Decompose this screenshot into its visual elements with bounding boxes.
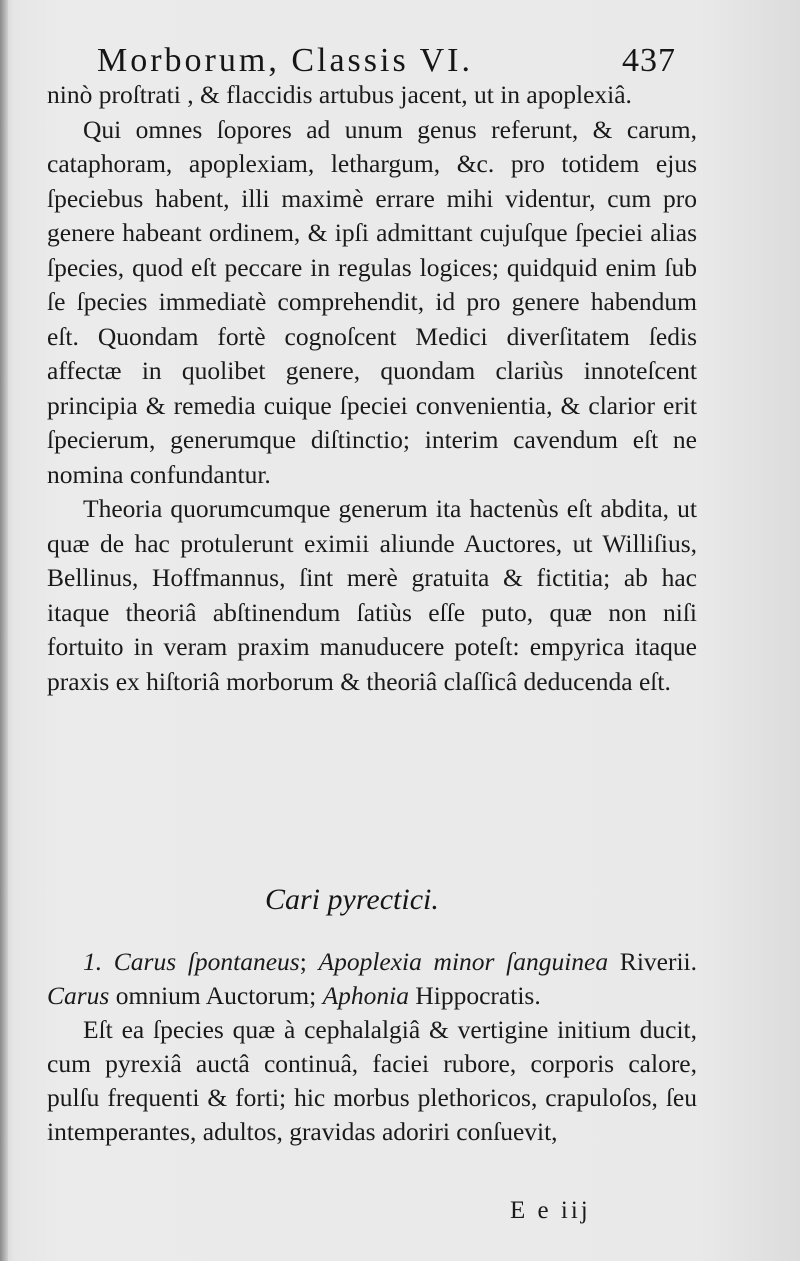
section-heading: Cari pyrectici.	[265, 883, 439, 916]
page-number: 437	[622, 42, 676, 79]
main-text-section	[47, 78, 697, 699]
entry-author: Riverii.	[608, 947, 698, 976]
entry-number: 1.	[83, 947, 103, 976]
signature-mark: E e iij	[510, 1197, 591, 1224]
entry-synonym: Apoplexia minor ſanguinea	[318, 947, 609, 976]
entry-author: Hippocratis.	[408, 981, 541, 1010]
entry-synonym: Carus	[47, 981, 110, 1010]
paragraph-theoria: Theoria quorumcumque generum ita hactenùs eſt abdita, ut quæ de hac protulerunt eximii aliunde Auctores, ut Williſius, Bellinus, Hoffmannus, ſint merè gratuita & fictitia; ab hac itaque theoriâ abſtinendum ſatiùs eſſe puto, quæ non niſi fortuito in veram praxim manuducere poteſt: empyrica itaque praxis ex hiſtoriâ morborum & theoriâ claſſicâ deducenda eſt.	[47, 494, 697, 696]
species-entry	[47, 945, 697, 1013]
entry-name: Carus ſpontaneus	[113, 947, 300, 976]
running-title: Morborum, Classis VI.	[97, 42, 473, 79]
paragraph-sopores: Qui omnes ſopores ad unum genus referunt, & carum, cataphoram, apoplexiam, lethargum, &c. pro totidem ejus ſpeciebus habent, illi maximè errare mihi videntur, cum pro genere habeant ordinem, & ipſi admittant cujuſque ſpeciei alias ſpecies, quod eſt peccare in regulas logices; quidquid enim ſub ſe ſpecies immediatè comprehendit, id pro genere habendum eſt. Quondam fortè cognoſcent Medici diverſitatem ſedis affectæ in quolibet genere, quondam clariùs innoteſcent principia & remedia cuique ſpeciei convenientia, & clarior erit ſpecierum, generumque diſtinctio; interim cavendum eſt ne nomina confundantur.	[47, 114, 697, 489]
species-section	[47, 945, 697, 1149]
entry-author: omnium Auctorum;	[109, 981, 323, 1010]
entry-synonym: Aphonia	[322, 981, 409, 1010]
paragraph-description: Eſt ea ſpecies quæ à cephalalgiâ & vertigine initium ducit, cum pyrexiâ auctâ continuâ, faciei rubore, corporis calore, pulſu frequenti & forti; hic morbus plethoricos, crapuloſos, ſeu intemperantes, adultos, gravidas adoriri conſuevit,	[47, 1015, 697, 1146]
entry-separator: ;	[299, 947, 319, 976]
paragraph-continuation: ninò proſtrati , & flaccidis artubus jacent, ut in apoplexiâ.	[47, 80, 632, 109]
